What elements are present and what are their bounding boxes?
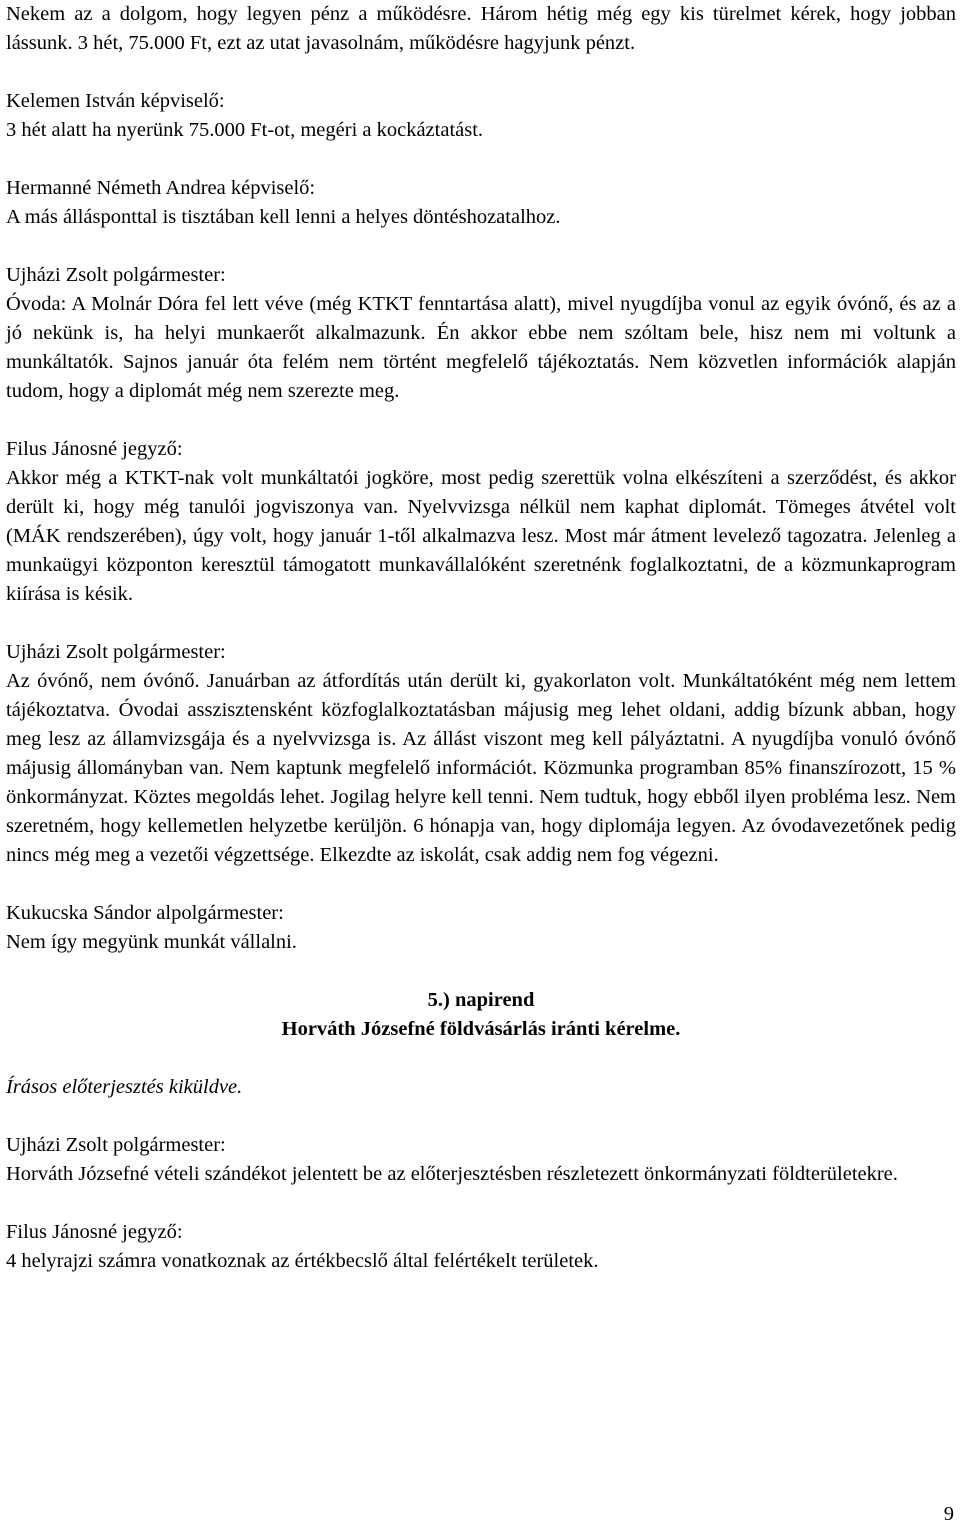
paragraph: Akkor még a KTKT-nak volt munkáltatói jogköre, most pedig szerettük volna elkészíteni a szerződést, és akkor derült ki, hogy még tanulói jogviszonya van. Nyelvvizsga nélkül nem kaphat diplomát. Tömeges átvétel volt (MÁK rendszerében), úgy volt, hogy január 1-től alkalmazva lesz. Most már átment levelező tagozatra. Jelenleg a munkaügyi központon keresztül támogatott munkavállalóként szeretnénk foglalkoztatni, de a közmunkaprogram kiírása is késik. [6,467,956,605]
speaker-name: Filus Jánosné jegyző: [6,438,183,460]
page-number: 9 [943,1503,954,1525]
document-note: Írásos előterjesztés kiküldve. [6,1076,243,1098]
spacer [6,957,956,986]
speaker-name: Ujházi Zsolt polgármester: [6,641,226,663]
speaker-name: Kukucska Sándor alpolgármester: [6,902,284,924]
speaker-name: Ujházi Zsolt polgármester: [6,264,226,286]
paragraph: 3 hét alatt ha nyerünk 75.000 Ft-ot, megéri a kockáztatást. [6,119,484,141]
speaker-name: Kelemen István képviselő: [6,90,225,112]
paragraph: 4 helyrajzi számra vonatkoznak az értékbecslő által felértékelt területek. [6,1250,599,1272]
paragraph: Az óvónő, nem óvónő. Januárban az átfordítás után derült ki, gyakorlaton volt. Munkáltatóként még nem lettem tájékoztatva. Óvodai asszisztensként közfoglalkoztatásban májusig meg lehet oldani, addig bízunk abban, hogy meg lesz az államvizsgája és a nyelvvizsga is. Az állást viszont meg kell pályáztatni. A nyugdíjba vonuló óvónő májusig állományban van. Nem kaptunk megfelelő információt. Közmunka programban 85% finanszírozott, 15 % önkormányzat. Köztes megoldás lehet. Jogilag helyre kell tenni. Nem tudtuk, hogy ebből ilyen probléma lesz. Nem szeretném, hogy kellemetlen helyzetbe kerüljön. 6 hónapja van, hogy diplomája legyen. Az óvodavezetőnek pedig nincs még meg a vezetői végzettsége. Elkezdte az iskolát, csak addig nem fog végezni. [6,670,956,866]
spacer [6,1044,956,1073]
paragraph: Horváth Józsefné vételi szándékot jelentett be az előterjesztésben részletezett önkormányzati földterületekre. [6,1163,898,1185]
paragraph: Nem így megyünk munkát vállalni. [6,931,297,953]
paragraph: A más állásponttal is tisztában kell lenni a helyes döntéshozatalhoz. [6,206,561,228]
agenda-title: Horváth Józsefné földvásárlás iránti kérelme. [281,1018,681,1040]
paragraph: Óvoda: A Molnár Dóra fel lett véve (még KTKT fenntartása alatt), mivel nyugdíjba vonul az egyik óvónő, és az a jó nekünk is, ha helyi munkaerőt alkalmazunk. Én akkor ebbe nem szóltam bele, hisz nem mi voltunk a munkáltatók. Sajnos január óta felém nem történt megfelelő tájékoztatás. Nem közvetlen információk alapján tudom, hogy a diplomát még nem szerezte meg. [6,293,956,402]
document-page [6,0,956,1276]
speaker-name: Hermanné Németh Andrea képviselő: [6,177,316,199]
speaker-name: Ujházi Zsolt polgármester: [6,1134,226,1156]
speaker-name: Filus Jánosné jegyző: [6,1221,183,1243]
paragraph: Nekem az a dolgom, hogy legyen pénz a működésre. Három hétig még egy kis türelmet kérek, hogy jobban lássunk. 3 hét, 75.000 Ft, ezt az utat javasolnám, működésre hagyjunk pénzt. [6,3,956,54]
agenda-number: 5.) napirend [427,989,535,1011]
